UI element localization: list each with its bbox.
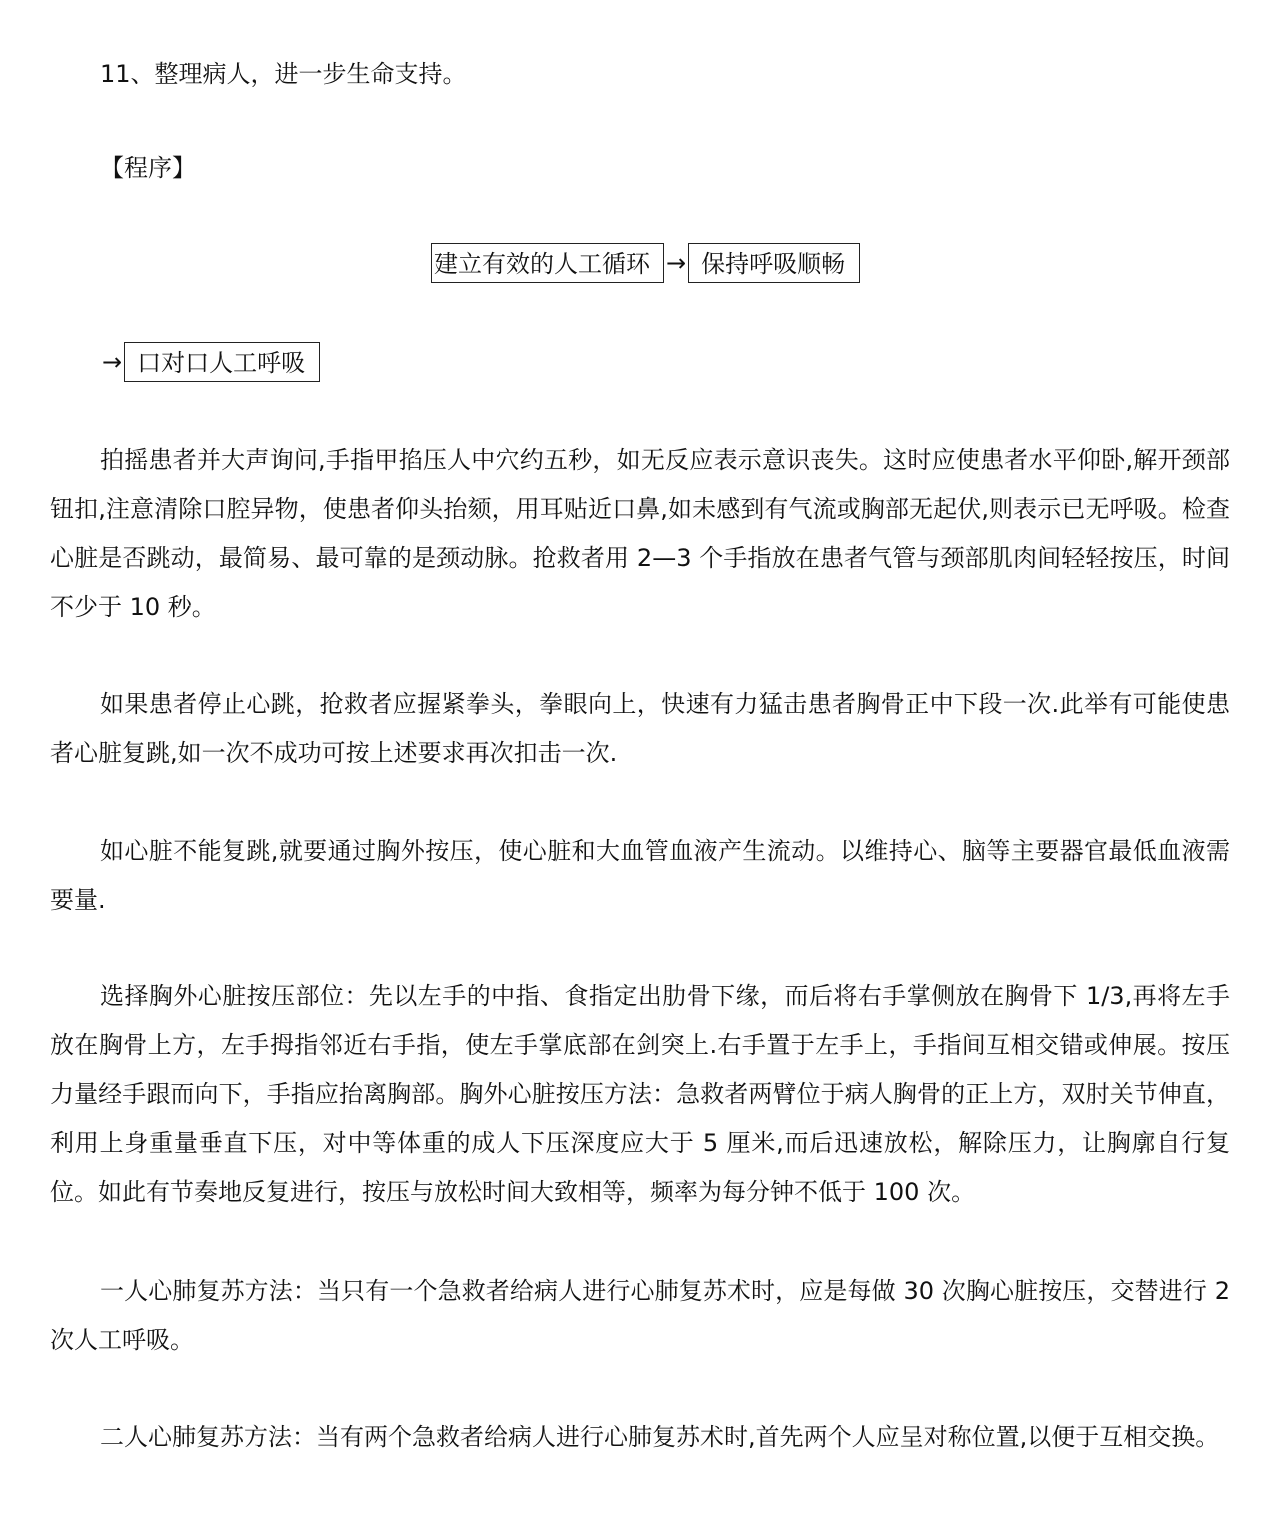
flow-arrow-2: →: [102, 348, 123, 376]
flow-box-circulation: 建立有效的人工循环: [431, 243, 664, 283]
paragraph-chest-compression-purpose: 如心脏不能复跳,就要通过胸外按压，使心脏和大血管血液产生流动。以维持心、脑等主要器官最低血液需要量.: [50, 837, 1230, 914]
paragraph-precordial-thump: 如果患者停止心跳，抢救者应握紧拳头，拳眼向上，快速有力猛击患者胸骨正中下段一次.此举有可能使患者心脏复跳,如一次不成功可按上述要求再次扣击一次.: [50, 690, 1230, 767]
section-title: 【程序】: [100, 154, 196, 182]
flow-box-airway: 保持呼吸顺畅: [688, 243, 860, 283]
flow-row-2: [100, 342, 320, 382]
flow-row-1: [431, 243, 860, 283]
step-heading: 11、整理病人，进一步生命支持。: [100, 60, 467, 88]
paragraph-compression-technique: 选择胸外心脏按压部位：先以左手的中指、食指定出肋骨下缘，而后将右手掌侧放在胸骨下 1/3,再将左手放在胸骨上方，左手拇指邻近右手指，使左手掌底部在剑突上.右手置于左手上，手指间互相交错或伸展。按压力量经手跟而向下，手指应抬离胸部。胸外心脏按压方法：急救者两臂位于病人胸骨的正上方，双肘关节伸直，利用上身重量垂直下压，对中等体重的成人下压深度应大于 5 厘米,而后迅速放松，解除压力，让胸廓自行复位。如此有节奏地反复进行，按压与放松时间大致相等，频率为每分钟不低于 100 次。: [50, 982, 1230, 1206]
flow-arrow-1: →: [666, 249, 687, 277]
paragraph-one-rescuer: 一人心肺复苏方法：当只有一个急救者给病人进行心肺复苏术时，应是每做 30 次胸心脏按压，交替进行 2 次人工呼吸。: [50, 1277, 1230, 1354]
flow-box-mouth-to-mouth: 口对口人工呼吸: [124, 342, 320, 382]
paragraph-assessment: 拍摇患者并大声询问,手指甲掐压人中穴约五秒，如无反应表示意识丧失。这时应使患者水平仰卧,解开颈部钮扣,注意清除口腔异物，使患者仰头抬颏，用耳贴近口鼻,如未感到有气流或胸部无起伏,则表示已无呼吸。检查心脏是否跳动，最简易、最可靠的是颈动脉。抢救者用 2—3 个手指放在患者气管与颈部肌肉间轻轻按压，时间不少于 10 秒。: [50, 446, 1230, 621]
paragraph-two-rescuer: 二人心肺复苏方法：当有两个急救者给病人进行心肺复苏术时,首先两个人应呈对称位置,以便于互相交换。: [100, 1423, 1220, 1451]
